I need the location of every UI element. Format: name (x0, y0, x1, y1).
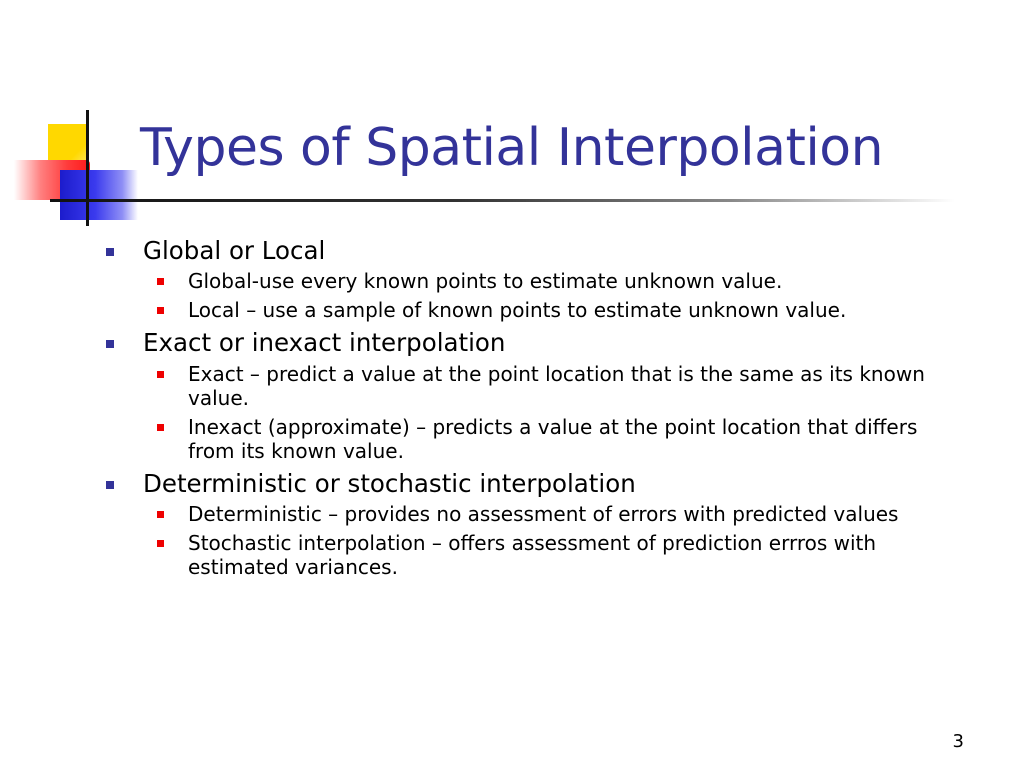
slide-title: Types of Spatial Interpolation (140, 118, 884, 178)
bullet-level2 (100, 269, 948, 293)
title-underline (50, 199, 955, 202)
decorative-vertical-line (86, 110, 89, 226)
page-number: 3 (952, 731, 964, 752)
bullet-level2 (100, 362, 948, 410)
square-bullet-icon (157, 540, 164, 547)
bullet-level2 (100, 298, 948, 322)
bullet-level2 (100, 502, 948, 526)
square-bullet-icon (157, 307, 164, 314)
bullet-text: Exact – predict a value at the point location that is the same as its known value. (188, 361, 925, 410)
square-bullet-icon (106, 340, 114, 348)
bullet-level1 (100, 328, 980, 357)
square-bullet-icon (157, 424, 164, 431)
square-bullet-icon (106, 248, 114, 256)
bullet-text: Deterministic – provides no assessment of errors with predicted values (188, 502, 899, 527)
bullet-group-3 (100, 469, 980, 579)
bullet-list (100, 236, 980, 585)
bullet-text: Local – use a sample of known points to estimate unknown value. (188, 298, 847, 323)
bullet-level2 (100, 531, 948, 579)
bullet-group-1 (100, 236, 980, 322)
bullet-text: Deterministic or stochastic interpolation (143, 468, 636, 498)
square-bullet-icon (157, 371, 164, 378)
bullet-text: Inexact (approximate) – predicts a value at the point location that differs from its known value. (188, 414, 918, 463)
bullet-level1 (100, 236, 980, 265)
bullet-group-2 (100, 328, 980, 462)
bullet-text: Global-use every known points to estimate unknown value. (188, 269, 783, 294)
square-bullet-icon (157, 511, 164, 518)
decorative-blue-square (60, 170, 138, 220)
bullet-text: Global or Local (143, 236, 326, 265)
square-bullet-icon (157, 278, 164, 285)
bullet-level2 (100, 415, 948, 463)
bullet-text: Stochastic interpolation – offers assessment of prediction errros with estimated variances. (188, 531, 877, 580)
square-bullet-icon (106, 481, 114, 489)
decorative-logo (0, 0, 160, 240)
bullet-text: Exact or inexact interpolation (143, 328, 506, 358)
bullet-level1 (100, 469, 980, 498)
